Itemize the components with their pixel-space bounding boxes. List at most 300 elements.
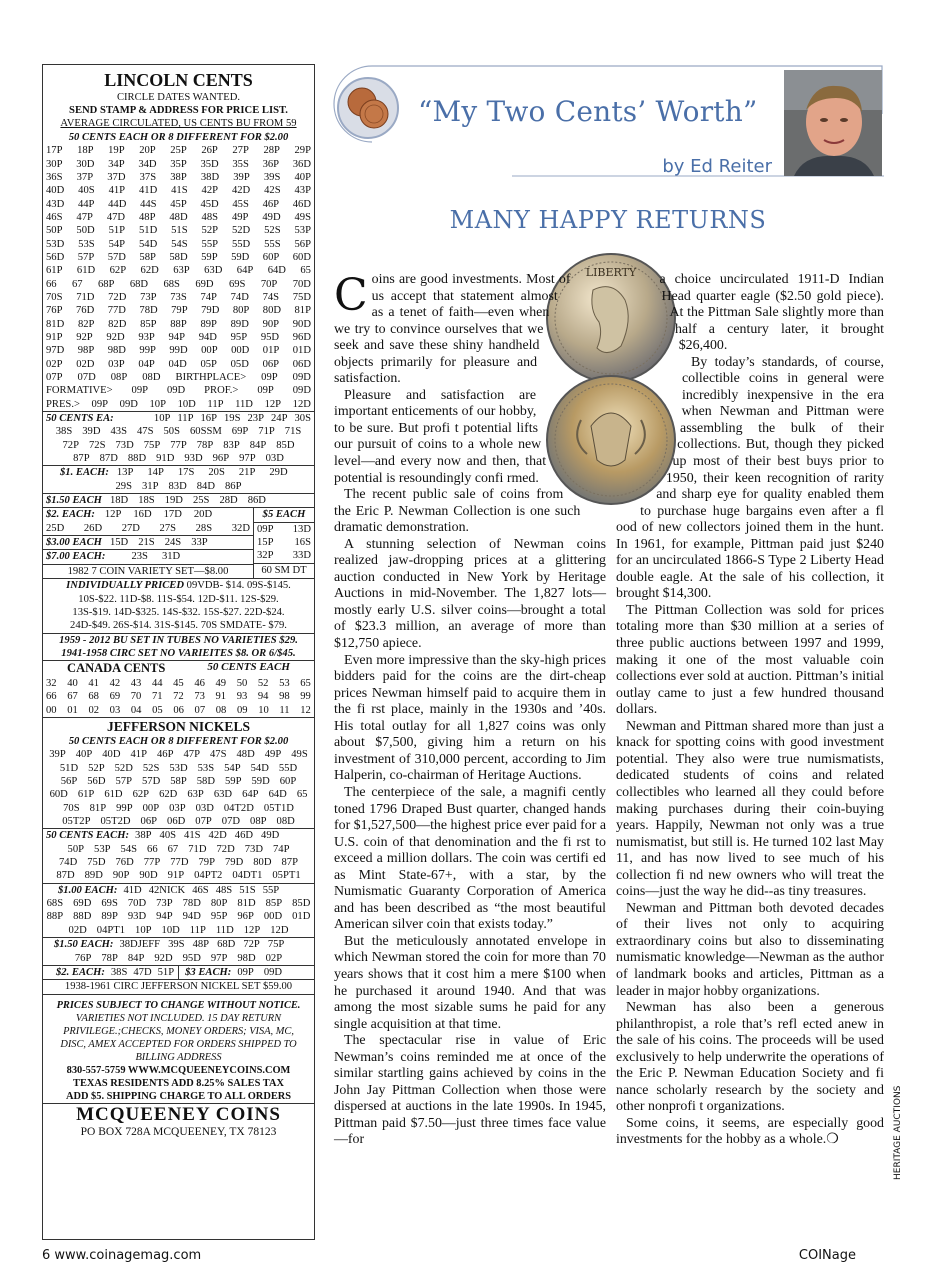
ad-date-cell: 87P (281, 857, 298, 869)
ad-date-cell: 67 (167, 843, 179, 855)
article-paragraph (334, 537, 606, 653)
ad-date-cell: 25S (192, 495, 210, 507)
ad-date-cell: 53D (169, 762, 188, 774)
ad-date-cell: 13D (292, 523, 311, 535)
ad-date-cell: 40S (159, 830, 177, 842)
ad-date-cell: 50 (236, 677, 248, 689)
ad-date-row (254, 523, 314, 536)
two-cents-logo-icon (336, 76, 400, 140)
ad-date-cell: 09D (119, 398, 138, 410)
ad-date-cell: 04PT1 (96, 924, 126, 936)
ad-date-cell: 09P (91, 398, 109, 410)
ad-date-cell: 09P (237, 966, 254, 978)
ad-date-cell: 53S (197, 762, 215, 774)
paragraph-text: But the meticulously annotated envelope in which Newman stored the coin for more than 70 years shows that it cost him a mere $100 when he purchased it around 1940. And that was among the most sizable sums he paid for any single acquisition at that time. (334, 933, 606, 1032)
ad-date-row (254, 549, 314, 562)
ad-date-cell: 04D (168, 358, 187, 370)
ad-date-cell: 47D (106, 211, 126, 223)
ad-date-cell: 70D (127, 898, 147, 910)
ad-date-cell: 41P (130, 749, 147, 761)
ad-date-cell: 34P (108, 158, 125, 170)
ad-date-cell: 82P (77, 318, 95, 330)
ad-date-cell: 68S (163, 278, 180, 290)
ad-date-cell: 46P (157, 749, 174, 761)
ad-date-cell: 11P (177, 413, 194, 425)
ad-date-cell: 42S (264, 185, 281, 197)
ad-date-cell: 18S (138, 495, 155, 507)
ad-date-cell: 15P (257, 537, 274, 549)
magazine-name: COINage (798, 1248, 856, 1263)
ad-date-cell: 69 (109, 691, 121, 703)
ad-date-cell: 78P (196, 439, 214, 451)
ad-date-cell: 30D (76, 158, 95, 170)
ad-date-cell: 91P (167, 870, 185, 882)
ad-date-cell: 29P (294, 145, 311, 157)
paragraph-text: The centerpiece of the sale, a magnifi cently toned 1796 Draped Bust quarter, changed hands for $1,527,500—the highest price ever paid for a U.S. coin of that denomination and the fi rst to exceed a million dollars. The coin was certifi ed as Mint State-67+, with a star, by the Numismatic Guaranty Corporation of America and has been described as “the most beautiful American silver coin that exists today.” (334, 784, 606, 933)
ad-notice2: VARIETIES NOT INCLUDED. 15 DAY RETURN PRIVILEGE.;CHECKS, MONEY ORDERS; VISA, MC, DISC, AMEX ACCEPTED FOR ORDERS SHIPPED TO BILLING ADDRESS (60, 1012, 297, 1063)
ad-date-cell: 41P (108, 185, 126, 197)
ad-date-cell: 07D (77, 372, 96, 384)
ad-ea1-row0 (117, 466, 288, 479)
ad-date-cell: 93D (184, 453, 203, 465)
ad-date-cell: 18P (77, 145, 94, 157)
ad-line3: AVERAGE CIRCULATED, US CENTS BU FROM 59 (60, 118, 297, 130)
ad-date-cell: 62D (140, 265, 159, 277)
ad-date-cell: 77D (107, 305, 126, 317)
ad-date-cell: 24P (271, 413, 288, 425)
ad-date-cell: 78D (139, 305, 158, 317)
ad-date-cell: 79P (198, 857, 215, 869)
ad-date-row (43, 452, 314, 465)
ad-date-cell: 15D (109, 537, 129, 549)
ad-date-cell: 67 (71, 278, 83, 290)
ad-date-cell: 42D (208, 830, 227, 842)
ad-date-cell: 41D (123, 884, 142, 896)
ad-date-row (43, 198, 314, 211)
ad-j1-label: $1.00 EACH: (58, 884, 118, 896)
ad-date-cell: 37P (76, 171, 94, 183)
ad-date-cell: 54S (120, 843, 138, 855)
lincoln-cents-ad (42, 64, 315, 1240)
ad-jset: 1938-1961 CIRC JEFFERSON NICKEL SET $59.00 (43, 979, 314, 993)
ad-date-cell: 20S (208, 467, 225, 479)
ad-date-cell: PRES.> (46, 398, 80, 410)
ad-date-row (43, 238, 314, 251)
ad-date-cell: 01 (67, 704, 78, 716)
ad-date-cell: 06D (292, 358, 311, 370)
ad-date-cell: 35D (200, 158, 219, 170)
ad-date-cell: 42 (109, 677, 121, 689)
ad-date-row (43, 843, 314, 856)
ad-date-cell: 42D (231, 185, 251, 197)
ad-date-cell: 94 (257, 691, 269, 703)
ad-date-row (254, 536, 314, 549)
ad-date-cell: 53D (46, 238, 65, 250)
ad-date-cell: 55P (201, 238, 219, 250)
ad-date-cell: 44S (140, 198, 157, 210)
ad-date-cell: 27P (232, 145, 249, 157)
ad-date-cell: 95P (210, 911, 228, 923)
article-paragraph (334, 934, 606, 1033)
ad-date-cell: 73P (156, 898, 173, 910)
ad-date-cell: 96D (292, 331, 311, 343)
ad-date-cell: 12P (264, 398, 282, 410)
paragraph-text: a choice uncirculated 1911-D Indian Head quarter eagle ($2.50 gold piece). At the Pittman Sale slightly more than half a century later, it brought $26,400. (659, 272, 884, 354)
ad-date-cell: 52S (264, 225, 281, 237)
ad-date-cell: 56D (87, 776, 106, 788)
ad-j50-label: 50 CENTS EACH: (46, 830, 130, 842)
ad-date-cell: 36S (46, 171, 63, 183)
ad-date-cell: 46D (234, 830, 254, 842)
end-mark-icon: ❍ (826, 1132, 839, 1148)
ad-date-cell: 16P (200, 413, 217, 425)
ad-date-cell: 08D (142, 372, 161, 384)
ad-date-cell: 27S (159, 522, 177, 534)
ad-j2-label: $2. EACH: (56, 966, 105, 978)
ad-date-cell: 11P (189, 924, 206, 936)
ad-date-cell: 91 (215, 691, 227, 703)
ad-date-cell: 32D (231, 522, 250, 534)
article-paragraph (334, 785, 606, 934)
ad-date-cell: 92P (76, 331, 93, 343)
ad-date-cell: 81P (294, 305, 311, 317)
ad-canada-section (43, 660, 314, 717)
ad-canada-rows (43, 677, 314, 717)
ad-date-cell: 51P (157, 966, 175, 978)
ad-date-cell: 74D (59, 857, 78, 869)
ad-date-cell: 65 (300, 265, 311, 277)
ad-date-cell: 80D (262, 305, 282, 317)
ad-date-cell: 09P (131, 385, 149, 397)
ad-date-cell: 87P (73, 453, 90, 465)
ad-date-cell: 96P (237, 911, 254, 923)
ad-date-cell: 91P (46, 331, 63, 343)
ad-date-cell: 53 (279, 677, 290, 689)
ad-date-cell: 17P (46, 145, 63, 157)
ad-date-cell: 40P (75, 749, 93, 761)
ad-date-cell: 08D (276, 816, 295, 828)
ad-sm60: 60 SM DT (254, 563, 314, 577)
author-photo (784, 70, 882, 176)
ad-date-cell: 49P (264, 749, 282, 761)
ad-date-cell: 68D (217, 939, 236, 951)
ad-date-row (43, 952, 314, 965)
ad-jeff-title: JEFFERSON NICKELS (107, 719, 250, 735)
ad-date-cell: 75P (143, 439, 161, 451)
ad-date-cell: 48S (201, 211, 219, 223)
ad-date-cell: 79D (225, 857, 244, 869)
ad-ea1-section (43, 465, 314, 493)
ad-date-row (43, 344, 314, 357)
ad-date-cell: 09D (166, 385, 186, 397)
ad-date-cell: 02D (76, 358, 95, 370)
ad-date-cell: 02 (88, 704, 100, 716)
ad-ea2-label: $2. EACH: (46, 509, 95, 521)
ad-date-cell: 37D (107, 171, 126, 183)
ad-date-cell: 32P (257, 550, 274, 562)
ad-date-cell: 09D (263, 966, 283, 978)
ad-date-cell: 19D (164, 495, 183, 507)
ad-price50: 50 CENTS EACH OR 8 DIFFERENT FOR $2.00 (68, 131, 289, 143)
ad-date-cell: 87D (56, 870, 75, 882)
ad-date-cell: 49 (215, 677, 227, 689)
ad-date-cell: 12D (292, 398, 311, 410)
ad-date-cell: 86D (247, 495, 266, 507)
ad-date-cell: 97P (239, 453, 256, 465)
ad-date-cell: 81D (46, 318, 65, 330)
ad-date-cell: 06P (140, 816, 158, 828)
ad-date-cell: 47S (210, 749, 227, 761)
ad-date-row (43, 425, 314, 438)
ad-tubes1: 1959 - 2012 BU SET IN TUBES NO VARIETIES $29. (59, 634, 298, 646)
ad-date-cell: 69P (231, 426, 249, 438)
ad-date-cell: 46S (192, 884, 209, 896)
ad-jefferson-section (43, 717, 314, 828)
ad-date-cell: 41 (88, 677, 99, 689)
ad-date-cell: 75D (292, 291, 311, 303)
ad-j50-rows (43, 843, 314, 883)
ad-date-cell: 52 (257, 677, 269, 689)
ad-date-row (43, 677, 314, 690)
ad-date-row (43, 278, 314, 291)
ad-indiv-0: 09VDB- $14. 09S-$145. (186, 580, 291, 592)
ad-date-cell: 54P (108, 238, 126, 250)
ad-j2-values (111, 966, 179, 979)
ad-date-cell: 38S (55, 426, 73, 438)
ad-date-cell: 11 (279, 704, 290, 716)
ad-date-cell: 31D (161, 551, 181, 563)
ad-date-cell: 63P (173, 265, 190, 277)
ad-date-cell: 95D (260, 331, 280, 343)
ad-date-cell: 76P (46, 305, 63, 317)
ad-date-cell: 74P (200, 291, 217, 303)
drop-cap: C (334, 270, 368, 321)
ad-date-cell: 98D (237, 952, 256, 964)
ad-date-cell: 73D (244, 843, 263, 855)
ad-date-cell: 12P (243, 924, 261, 936)
ad-date-cell: 38DJEFF (119, 939, 161, 951)
paragraph-text: Some coins, it seems, are especially good investments for the hobby as a whole. (616, 1115, 884, 1148)
ad-date-cell: 07P (46, 372, 63, 384)
ad-date-cell: 91D (156, 453, 175, 465)
ad-date-cell: 95P (230, 331, 248, 343)
paragraph-text: The Pittman Collection was sold for prices totaling more than $30 million at a series of three public auctions between 1997 and 1999, making it one of the most valuable coin collections ever sold at auction. Pittman’s initial outlay came to just a few hundred thousand dollars. (616, 602, 884, 718)
ad-date-cell: 85D (292, 898, 311, 910)
ad-date-row (43, 144, 314, 157)
ad-date-cell: 54D (250, 762, 269, 774)
ad-date-cell: 17D (163, 509, 182, 521)
ad-date-row (43, 224, 314, 237)
ad-date-cell: 75D (87, 857, 106, 869)
ad-ea2-row0 (105, 508, 212, 521)
ad-j150-rows (43, 952, 314, 965)
ad-date-cell: 57D (107, 251, 126, 263)
ad-date-cell: 66 (147, 843, 158, 855)
ad-date-cell: 21P (238, 467, 256, 479)
ad-indiv-3: 24D-$49. 26S-$14. 31S-$145. 70S SMDATE- $79. (70, 620, 287, 632)
ad-date-cell: 38P (135, 830, 152, 842)
ad-date-cell: 76D (75, 305, 95, 317)
ad-date-row (43, 815, 314, 828)
ad-date-cell: 09D (292, 385, 311, 397)
ad-date-cell: 72 (173, 691, 184, 703)
ad-date-cell: 83D (168, 480, 187, 492)
ad-date-cell: 46P (262, 198, 280, 210)
ad-date-cell: 31P (142, 480, 159, 492)
ad-date-cell: 51S (171, 225, 188, 237)
ad-date-cell: 25P (170, 145, 187, 157)
byline: by Ed Reiter (662, 156, 772, 177)
ad-date-cell: 50S (163, 426, 180, 438)
ad-date-cell: 71D (188, 843, 207, 855)
ad-date-cell: 29S (115, 480, 132, 492)
ad-date-cell: 01D (292, 345, 311, 357)
ad-ea5-values (254, 523, 314, 563)
ad-date-cell: 72S (89, 439, 106, 451)
ad-date-cell: 76P (74, 952, 92, 964)
ad-date-cell: 60P (262, 251, 280, 263)
ad-date-cell: 89D (84, 870, 103, 882)
ad-date-cell: 52S (142, 762, 160, 774)
ad-date-cell: 55P (262, 884, 280, 896)
ad-date-cell: 03D (265, 453, 284, 465)
ad-ea7-label: $7.00 EACH: (46, 551, 106, 563)
ad-date-cell: 58D (196, 776, 215, 788)
coin-legend: LIBERTY (585, 266, 637, 279)
ad-date-cell: 56P (60, 776, 78, 788)
ad-date-cell: 84D (196, 480, 215, 492)
ad-date-cell: 68 (88, 691, 99, 703)
paragraph-text: A stunning selection of Newman coins realized jaw-dropping prices at a glittering auction conducted in New York by Heritage Auctions in mid-November. The 1,827 lots—mostly early U.S. silver coins—brought a total of $23.3 million, an average of more than $12,750 apiece. (334, 536, 606, 652)
ad-date-cell: 39D (82, 426, 101, 438)
ad-ea10-first (154, 412, 311, 425)
ad-date-row (43, 158, 314, 171)
ad-date-cell: 00P (201, 345, 218, 357)
ad-date-cell: 99D (169, 345, 188, 357)
ad-date-cell: 72D (108, 291, 127, 303)
ad-date-cell: 77D (170, 857, 189, 869)
paragraph-text: Newman and Pittman shared more than just a knack for spotting coins with good investment potential. They also were true numismatists, dedicated students of coins and related collectibles who learned all they could before making purchases during their coin-buying years. Happily, Newman not only was a true numismatist, but still is. He turned 102 last May 11, and has now lived to see much of his collection fi nd new owners who will treat the coins—just the way he did--as tiny treasures. (616, 718, 884, 900)
ad-date-cell: 65 (300, 677, 311, 689)
ad-date-row (43, 331, 314, 344)
paragraph-text: The spectacular rise in value of Eric Newman’s coins reminded me at once of the similar startling gains achieved by coins in the John Jay Pittman Collection when those were dispersed at auctions in the late 1990s. In 1945, Pittman paid $7.50—just three times face value—for (334, 1033, 606, 1148)
ad-date-cell: 59D (231, 251, 250, 263)
ad-canada-price: 50 CENTS EACH (207, 661, 290, 674)
ad-date-cell: 73D (115, 439, 134, 451)
ad-title: LINCOLN CENTS (104, 70, 253, 90)
ad-date-cell: 11D (215, 924, 234, 936)
ad-date-cell: 48D (169, 211, 188, 223)
ad-date-row (43, 856, 314, 869)
ad-date-cell: 59P (225, 776, 242, 788)
ad-date-cell: 09P (257, 385, 274, 397)
ad-date-cell: 09P (261, 372, 278, 384)
ad-date-cell: 68P (97, 278, 115, 290)
ad-date-cell: 11P (207, 398, 224, 410)
ad-date-cell: 71 (151, 691, 163, 703)
ad-date-row (43, 748, 314, 761)
ad-date-cell: 52D (114, 762, 133, 774)
ad-ea150-section (43, 493, 314, 507)
ad-date-cell: 36D (292, 158, 311, 170)
ad-date-cell: 97D (46, 345, 65, 357)
ad-date-cell: 04PT2 (194, 870, 223, 882)
ad-date-cell: 04P (138, 358, 155, 370)
ad-date-cell: 24S (164, 537, 182, 549)
ad-date-cell: 20D (193, 509, 213, 521)
ad-date-row (43, 184, 314, 197)
ad-date-cell: 81P (89, 802, 107, 814)
ad-date-cell: 92D (154, 952, 173, 964)
ad-j3-label: $3 EACH: (185, 966, 232, 978)
ad-date-cell: 20P (139, 145, 156, 157)
ad-ea10-section (43, 411, 314, 465)
ad-date-cell: 62P (109, 265, 127, 277)
ad-date-cell: 30P (46, 158, 63, 170)
ad-date-row (43, 304, 314, 317)
ad-date-cell: 84P (127, 952, 145, 964)
ad-date-cell: 47P (183, 749, 200, 761)
ad-date-cell: 85D (276, 439, 295, 451)
ad-date-row (43, 439, 314, 452)
ad-date-cell: 50P (67, 843, 85, 855)
ad-date-cell: 71P (258, 426, 275, 438)
ad-date-cell: BIRTHPLACE> (175, 372, 247, 384)
article-paragraph (616, 603, 884, 719)
ad-date-cell: 70P (260, 278, 278, 290)
ad-date-cell: 12 (300, 704, 311, 716)
ad-date-cell: 93D (127, 911, 147, 923)
ad-date-cell: 28S (195, 522, 213, 534)
column-title: “My Two Cents’ Worth” (418, 95, 758, 128)
ad-date-cell: 02P (46, 358, 63, 370)
ad-date-cell: 06P (262, 358, 280, 370)
ad-date-cell: 96P (212, 453, 230, 465)
ad-date-cell: 88D (127, 453, 147, 465)
ad-date-cell: 33D (292, 550, 311, 562)
ad-date-cell: 00 (46, 704, 57, 716)
ad-date-cell: 64D (267, 265, 286, 277)
ad-date-cell: 02P (265, 952, 283, 964)
paragraph-text: Newman and Pittman both devoted decades of their lives not only to acquiring extraordinary coins but also to disseminating numismatic knowledge—Newman as the author of landmark books and articles, Pittman as a leader in major hobby organizations. (616, 900, 884, 999)
ad-date-cell: 90P (112, 870, 130, 882)
ad-date-row (43, 371, 314, 384)
ad-notice: PRICES SUBJECT TO CHANGE WITHOUT NOTICE. (56, 999, 301, 1011)
article-column-1 (334, 272, 606, 1149)
ad-ea150-label: $1.50 EACH (46, 495, 102, 507)
ad-ea150-values (110, 494, 266, 507)
ad-date-cell: 56P (294, 238, 311, 250)
ad-date-cell: 03P (169, 802, 186, 814)
ad-date-row (43, 171, 314, 184)
ad-date-cell: 03P (108, 358, 125, 370)
ad-j1-first (123, 884, 279, 897)
ad-tubes2: 1941-1958 CIRC SET NO VARIEITES $8. OR 6/$45. (61, 647, 296, 659)
ad-date-cell: 95D (182, 952, 201, 964)
ad-date-cell: 38P (170, 171, 187, 183)
ad-date-cell: 48P (138, 211, 156, 223)
ad-date-cell: 55S (264, 238, 281, 250)
ad-date-cell: 47D (133, 966, 152, 978)
ad-date-cell: 52P (88, 762, 105, 774)
ad-date-cell: 04DT1 (232, 870, 263, 882)
ad-date-cell: 49S (294, 211, 311, 223)
ad-date-cell: 57D (142, 776, 161, 788)
ad-date-cell: 70S (46, 291, 63, 303)
ad-date-cell: 39S (263, 171, 281, 183)
ad-date-cell: 43 (130, 677, 142, 689)
ad-date-cell: 14P (147, 467, 164, 479)
